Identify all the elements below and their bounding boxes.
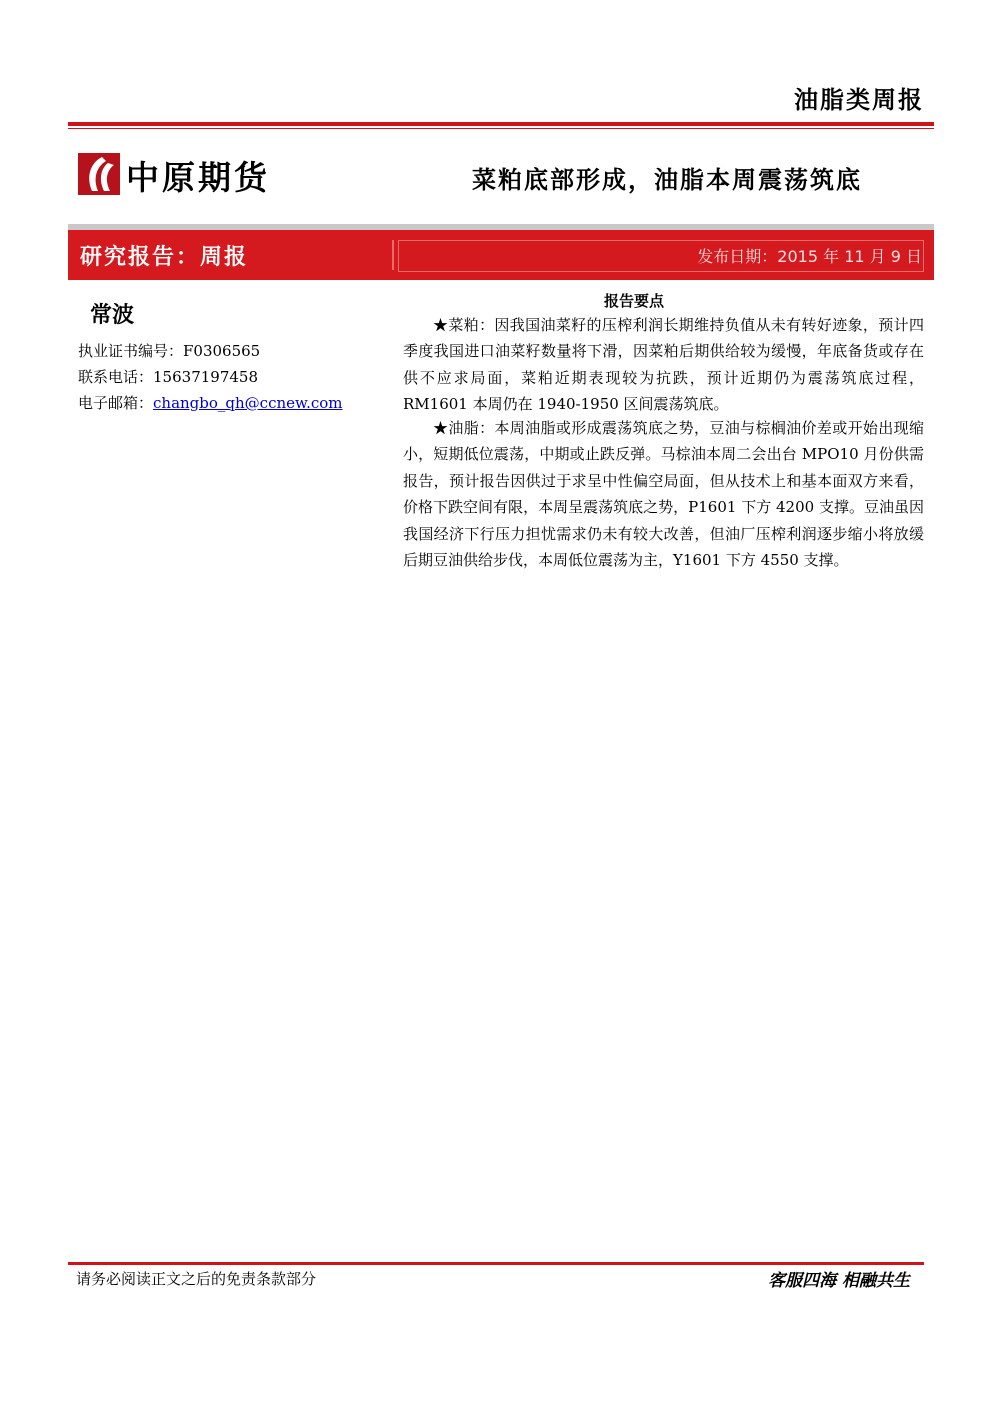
footer-slogan: 客服四海 相融共生 bbox=[768, 1271, 910, 1291]
author-email bbox=[78, 393, 343, 413]
header-rule bbox=[68, 122, 934, 126]
banner-title: 研究报告：周报 bbox=[80, 244, 249, 270]
company-logo-text: 中原期货 bbox=[126, 158, 270, 197]
publish-date: 发布日期：2015 年 11 月 9 日 bbox=[697, 247, 922, 266]
cert-value: F0306565 bbox=[183, 342, 261, 360]
footer-disclaimer: 请务必阅读正文之后的免责条款部分 bbox=[76, 1270, 317, 1288]
author-phone bbox=[78, 367, 258, 387]
banner-divider bbox=[392, 240, 394, 270]
email-link[interactable]: changbo_qh@ccnew.com bbox=[153, 394, 343, 412]
summary-paragraph-rapeseed-meal: ★菜粕：因我国油菜籽的压榨利润长期维持负值从未有转好迹象，预计四季度我国进口油菜籽数量将下滑，因菜粕后期供给较为缓慢，年底备货或存在供不应求局面，菜粕近期表现较为抗跌，预计近期仍为震荡筑底过程，RM1601 本周仍在 1940-1950 区间震荡筑底。 bbox=[403, 316, 924, 414]
summary-heading: 报告要点 bbox=[604, 292, 665, 310]
summary-paragraph-oils: ★油脂：本周油脂或形成震荡筑底之势，豆油与棕榈油价差或开始出现缩小，短期低位震荡，中期或止跌反弹。马棕油本周二会出台 MPO10 月份供需报告，预计报告因供过于求呈中性偏空局面，但从技术上和基本面双方来看，价格下跌空间有限，本周呈震荡筑底之势，P1601 下方 4200 支撑。豆油虽因我国经济下行压力担忧需求仍未有较大改善，但油厂压榨利润逐步缩小将放缓后期豆油供给步伐，本周低位震荡为主，Y1601 下方 4550 支撑。 bbox=[403, 419, 924, 570]
phone-label: 联系电话： bbox=[78, 368, 154, 386]
report-headline: 菜粕底部形成，油脂本周震荡筑底 bbox=[472, 165, 862, 194]
phone-value: 15637197458 bbox=[153, 368, 258, 386]
company-logo-icon bbox=[78, 153, 120, 195]
cert-label: 执业证书编号： bbox=[78, 342, 184, 360]
email-label: 电子邮箱： bbox=[78, 394, 154, 412]
footer-rule bbox=[68, 1262, 924, 1265]
author-cert bbox=[78, 341, 260, 361]
author-name: 常波 bbox=[90, 302, 135, 328]
header-rule-thin bbox=[68, 128, 934, 129]
document-type-title: 油脂类周报 bbox=[794, 85, 924, 114]
